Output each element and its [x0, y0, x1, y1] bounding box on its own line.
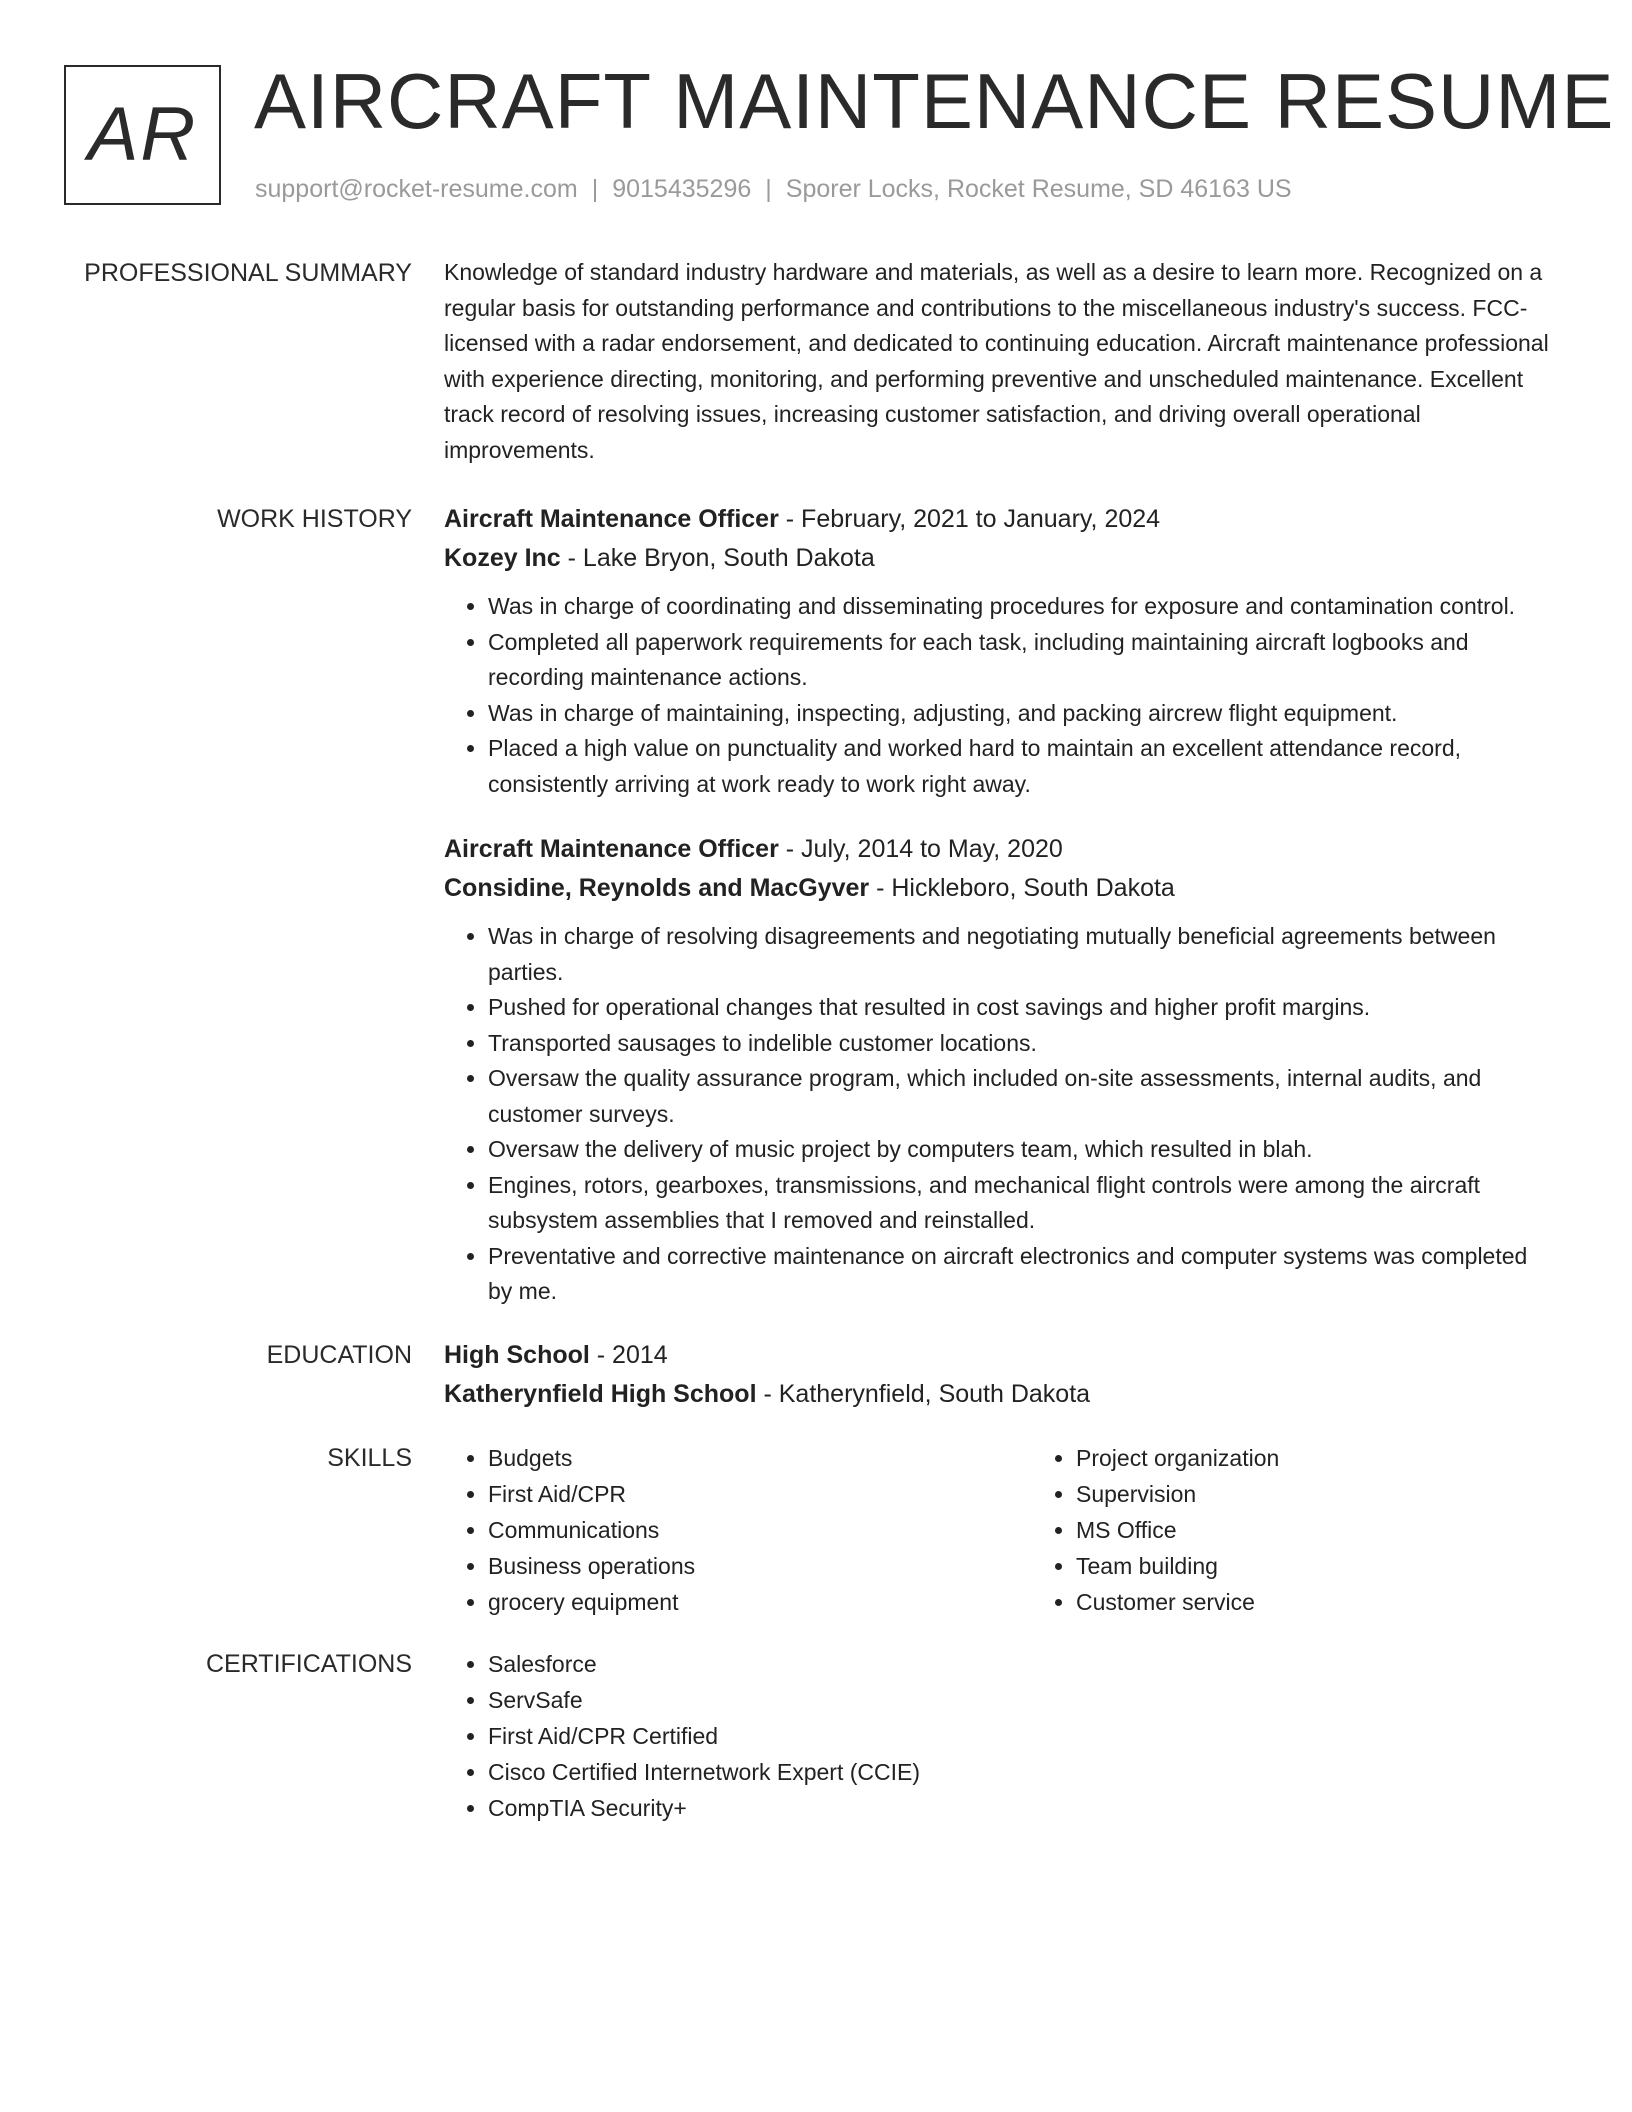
job-company: Kozey Inc [444, 544, 561, 572]
job-bullets [444, 919, 1554, 1310]
contact-line [255, 172, 1292, 206]
summary-text: Knowledge of standard industry hardware and materials, as well as a desire to learn more. Recognized on a regular basis for outstanding performance and contributions to the miscellaneous industry's success. FCC-licensed with a radar endorsement, and dedicated to continuing education. Aircraft maintenance professional with experience directing, monitoring, and performing preventive and unscheduled maintenance. Excellent track record of resolving issues, increasing customer satisfaction, and driving overall operational improvements. [444, 259, 1549, 463]
list-item: • Was in charge of maintaining, inspecting, adjusting, and packing aircrew flight equipment. [488, 696, 1554, 732]
list-item: • First Aid/CPR [488, 1476, 988, 1512]
job-title: Aircraft Maintenance Officer [444, 505, 779, 533]
work-history-body [444, 500, 1554, 1324]
list-item: • Budgets [488, 1440, 988, 1476]
job-company-line [444, 539, 1554, 578]
certifications-body [444, 1646, 1554, 1826]
monogram-box [64, 65, 221, 205]
list-item: • Completed all paperwork requirements for each task, including maintaining aircraft logbooks and recording maintenance actions. [488, 625, 1554, 696]
summary-heading: PROFESSIONAL SUMMARY [84, 259, 412, 287]
list-item: • Supervision [1076, 1476, 1576, 1512]
list-item: • Communications [488, 1512, 988, 1548]
education-body [444, 1336, 1554, 1414]
list-item: • Team building [1076, 1548, 1576, 1584]
list-item: • MS Office [1076, 1512, 1576, 1548]
work-history-section [64, 500, 1564, 1324]
job-title: Aircraft Maintenance Officer [444, 835, 779, 863]
list-item: • Placed a high value on punctuality and worked hard to maintain an excellent attendance record, consistently arriving at work ready to work right away. [488, 731, 1554, 802]
contact-phone[interactable]: 9015435296 [612, 175, 752, 203]
job-bullets [444, 589, 1554, 802]
education-school-line [444, 1375, 1554, 1414]
job-location: - Hickleboro, South Dakota [869, 874, 1175, 902]
certifications-list [444, 1646, 1554, 1826]
education-degree: High School [444, 1340, 590, 1369]
contact-address: Sporer Locks, Rocket Resume, SD 46163 US [785, 175, 1292, 203]
job-title-line [444, 830, 1554, 869]
resume-title: AIRCRAFT MAINTENANCE RESUME [254, 57, 1615, 145]
skills-body [444, 1440, 1554, 1620]
education-section [64, 1336, 1564, 1414]
list-item: • First Aid/CPR Certified [488, 1718, 1554, 1754]
education-year: - 2014 [589, 1340, 668, 1369]
contact-separator: | [765, 175, 772, 203]
list-item: • CompTIA Security+ [488, 1790, 1554, 1826]
education-heading: EDUCATION [266, 1340, 412, 1369]
job-dates: - July, 2014 to May, 2020 [778, 835, 1063, 863]
skills-list-right [1032, 1440, 1576, 1620]
job-entry [444, 830, 1554, 1310]
resume-sections [64, 255, 1564, 1846]
summary-body [444, 255, 1554, 468]
list-item: • ServSafe [488, 1682, 1554, 1718]
list-item: • Pushed for operational changes that resulted in cost savings and higher profit margins. [488, 990, 1554, 1026]
list-item: • Was in charge of coordinating and disseminating procedures for exposure and contamination control. [488, 589, 1554, 625]
list-item: • Oversaw the delivery of music project by computers team, which resulted in blah. [488, 1132, 1554, 1168]
list-item: • Transported sausages to indelible customer locations. [488, 1026, 1554, 1062]
certifications-section [64, 1646, 1564, 1826]
job-entry [444, 500, 1554, 802]
list-item: • Business operations [488, 1548, 988, 1584]
summary-section [64, 255, 1564, 468]
education-degree-line [444, 1336, 1554, 1375]
job-location: - Lake Bryon, South Dakota [560, 544, 875, 572]
list-item: • Was in charge of resolving disagreements and negotiating mutually beneficial agreements between parties. [488, 919, 1554, 990]
list-item: • Engines, rotors, gearboxes, transmissions, and mechanical flight controls were among the aircraft subsystem assemblies that I removed and reinstalled. [488, 1168, 1554, 1239]
job-company-line [444, 869, 1554, 908]
job-title-line [444, 500, 1554, 539]
list-item: • Cisco Certified Internetwork Expert (CCIE) [488, 1754, 1554, 1790]
list-item: • Preventative and corrective maintenance on aircraft electronics and computer systems was completed by me. [488, 1239, 1554, 1310]
job-dates: - February, 2021 to January, 2024 [778, 505, 1161, 533]
contact-separator: | [591, 175, 599, 203]
job-company: Considine, Reynolds and MacGyver [444, 874, 870, 902]
skills-section [64, 1440, 1564, 1620]
skills-list-left [444, 1440, 988, 1620]
certifications-heading: CERTIFICATIONS [205, 1649, 412, 1678]
list-item: • Salesforce [488, 1646, 1554, 1682]
list-item: • Customer service [1076, 1584, 1576, 1620]
education-school: Katherynfield High School [444, 1379, 757, 1408]
skills-heading: SKILLS [327, 1443, 412, 1472]
list-item: • Project organization [1076, 1440, 1576, 1476]
education-location: - Katherynfield, South Dakota [756, 1379, 1091, 1408]
work-history-heading: WORK HISTORY [217, 505, 412, 533]
list-item: • Oversaw the quality assurance program, which included on-site assessments, internal audits, and customer surveys. [488, 1061, 1554, 1132]
list-item: • grocery equipment [488, 1584, 988, 1620]
contact-email[interactable]: support@rocket-resume.com [255, 175, 578, 203]
monogram-initials: AR [87, 92, 198, 177]
